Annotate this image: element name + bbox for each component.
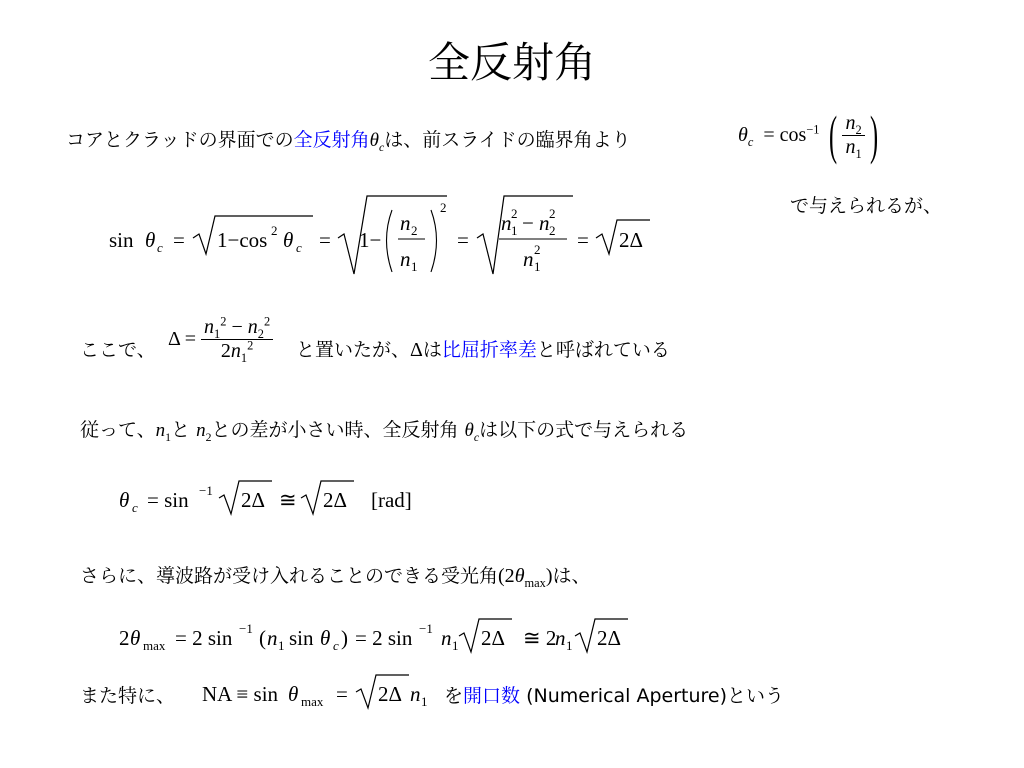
here-text: ここで、 bbox=[80, 339, 156, 361]
na-wo-text: を bbox=[444, 685, 464, 707]
svg-text:= sin: = sin bbox=[147, 488, 189, 512]
svg-text:θ: θ bbox=[130, 626, 141, 650]
svg-text:2: 2 bbox=[119, 626, 130, 650]
svg-text:1: 1 bbox=[421, 694, 428, 709]
svg-text:−: − bbox=[522, 211, 534, 235]
small-difference-suffix: は以下の式で与えられる bbox=[479, 419, 689, 441]
delta-definition-formula: Δ = $\frac{n_1^2 - n_2^2}{2n_1^2}$ bbox=[168, 316, 273, 363]
svg-text:=: = bbox=[336, 682, 348, 706]
svg-text:n: n bbox=[441, 626, 452, 650]
svg-text:2Δ: 2Δ bbox=[323, 488, 348, 512]
svg-text:2Δ: 2Δ bbox=[378, 682, 403, 706]
svg-text:2: 2 bbox=[549, 223, 556, 238]
svg-text:1: 1 bbox=[534, 259, 541, 274]
delta-description bbox=[296, 338, 670, 362]
svg-text:NA ≡ sin: NA ≡ sin bbox=[202, 682, 279, 706]
svg-text:n: n bbox=[410, 682, 421, 706]
n2-symbol: $n_2$ bbox=[196, 420, 212, 444]
svg-text:2: 2 bbox=[440, 200, 447, 215]
svg-text:n: n bbox=[523, 247, 534, 271]
svg-text:θ: θ bbox=[288, 682, 299, 706]
svg-text:n: n bbox=[501, 211, 512, 235]
svg-text:1−cos: 1−cos bbox=[217, 228, 268, 252]
svg-text:θ: θ bbox=[283, 228, 294, 252]
svg-text:= 2 sin: = 2 sin bbox=[175, 626, 233, 650]
slide-title: 全反射角 bbox=[427, 38, 596, 87]
svg-text:1: 1 bbox=[278, 638, 285, 653]
delta-suffix: と呼ばれている bbox=[536, 339, 670, 361]
na-suffix: (Numerical Aperture)という bbox=[526, 685, 784, 707]
svg-text:2: 2 bbox=[511, 206, 518, 221]
theta-c-symbol-2: $\theta_c$ bbox=[464, 420, 480, 444]
therefore-text: 従って、 bbox=[80, 419, 156, 441]
svg-text:2: 2 bbox=[549, 206, 556, 221]
and-text: と bbox=[171, 419, 191, 441]
svg-text:c: c bbox=[157, 240, 163, 255]
svg-text:1: 1 bbox=[566, 638, 573, 653]
svg-text:max: max bbox=[301, 694, 324, 709]
svg-text:≅ 2: ≅ 2 bbox=[523, 626, 557, 650]
critical-angle-formula: $\theta_c = \cos^{-1}$ ( $\frac{n_2}{n_1}$ ) bbox=[738, 105, 878, 165]
svg-text:n: n bbox=[400, 211, 411, 235]
numerical-aperture-text bbox=[444, 684, 784, 708]
svg-text:): ) bbox=[341, 626, 348, 650]
svg-text:2: 2 bbox=[411, 223, 418, 238]
intro-suffix: は、前スライドの臨界角より bbox=[384, 129, 631, 151]
acceptance-angle-text bbox=[80, 564, 591, 588]
svg-text:2Δ: 2Δ bbox=[241, 488, 266, 512]
svg-text:≅: ≅ bbox=[279, 488, 297, 512]
svg-text:=: = bbox=[173, 228, 185, 252]
delta-symbol: Δ bbox=[410, 339, 423, 361]
sine-critical-angle-derivation bbox=[105, 192, 665, 282]
n1-symbol: $n_1$ bbox=[155, 420, 172, 444]
svg-text:c: c bbox=[132, 500, 138, 515]
svg-text:max: max bbox=[143, 638, 166, 653]
svg-text:2Δ: 2Δ bbox=[597, 626, 622, 650]
svg-text:(: ( bbox=[259, 626, 266, 650]
svg-text:2: 2 bbox=[534, 242, 541, 257]
intro-prefix: コアとクラッドの界面での bbox=[66, 129, 294, 151]
svg-text:θ: θ bbox=[145, 228, 156, 252]
svg-text:[rad]: [rad] bbox=[371, 488, 412, 512]
intro-text bbox=[66, 128, 631, 153]
numerical-aperture-term: 開口数 bbox=[463, 685, 521, 707]
acceptance-angle-symbol: $(2\theta_{max})$ bbox=[498, 565, 553, 590]
delta-mid-text: と置いたが、 bbox=[296, 339, 411, 361]
svg-text:= 2 sin: = 2 sin bbox=[355, 626, 413, 650]
svg-text:2: 2 bbox=[271, 223, 278, 238]
acceptance-suffix: は、 bbox=[552, 565, 591, 587]
small-difference-middle: との差が小さい時、全反射角 bbox=[211, 419, 459, 441]
acceptance-prefix: さらに、導波路が受け入れることのできる受光角 bbox=[80, 565, 499, 587]
svg-text:=: = bbox=[577, 228, 589, 252]
svg-text:−1: −1 bbox=[419, 621, 433, 636]
svg-text:n: n bbox=[539, 211, 550, 235]
svg-text:1: 1 bbox=[411, 259, 418, 274]
total-reflection-angle-term: 全反射角 bbox=[293, 129, 370, 151]
svg-text:θ: θ bbox=[320, 626, 331, 650]
relative-index-difference-term: 比屈折率差 bbox=[441, 339, 537, 361]
numerical-aperture-formula bbox=[200, 672, 440, 716]
theta-c-symbol: $\theta_c$ bbox=[369, 130, 385, 154]
svg-text:=: = bbox=[319, 228, 331, 252]
acceptance-angle-formula bbox=[115, 616, 655, 660]
svg-text:θ: θ bbox=[119, 488, 130, 512]
small-difference-text bbox=[80, 418, 688, 443]
svg-text:1−: 1− bbox=[359, 228, 382, 252]
svg-text:−1: −1 bbox=[239, 621, 253, 636]
svg-text:c: c bbox=[296, 240, 302, 255]
delta-wa-text: は bbox=[422, 339, 442, 361]
svg-text:n: n bbox=[267, 626, 278, 650]
given-by-text: で与えられるが、 bbox=[790, 195, 943, 217]
especially-text: また特に、 bbox=[80, 685, 176, 707]
svg-text:2Δ: 2Δ bbox=[481, 626, 506, 650]
svg-text:c: c bbox=[333, 638, 339, 653]
svg-text:=: = bbox=[457, 228, 469, 252]
svg-text:1: 1 bbox=[452, 638, 459, 653]
svg-text:sin: sin bbox=[109, 228, 134, 252]
critical-angle-approximation bbox=[115, 478, 435, 522]
svg-text:sin: sin bbox=[289, 626, 314, 650]
svg-text:−1: −1 bbox=[199, 483, 213, 498]
svg-text:n: n bbox=[400, 247, 411, 271]
svg-text:2Δ: 2Δ bbox=[619, 228, 644, 252]
svg-text:n: n bbox=[555, 626, 566, 650]
svg-text:1: 1 bbox=[511, 223, 518, 238]
